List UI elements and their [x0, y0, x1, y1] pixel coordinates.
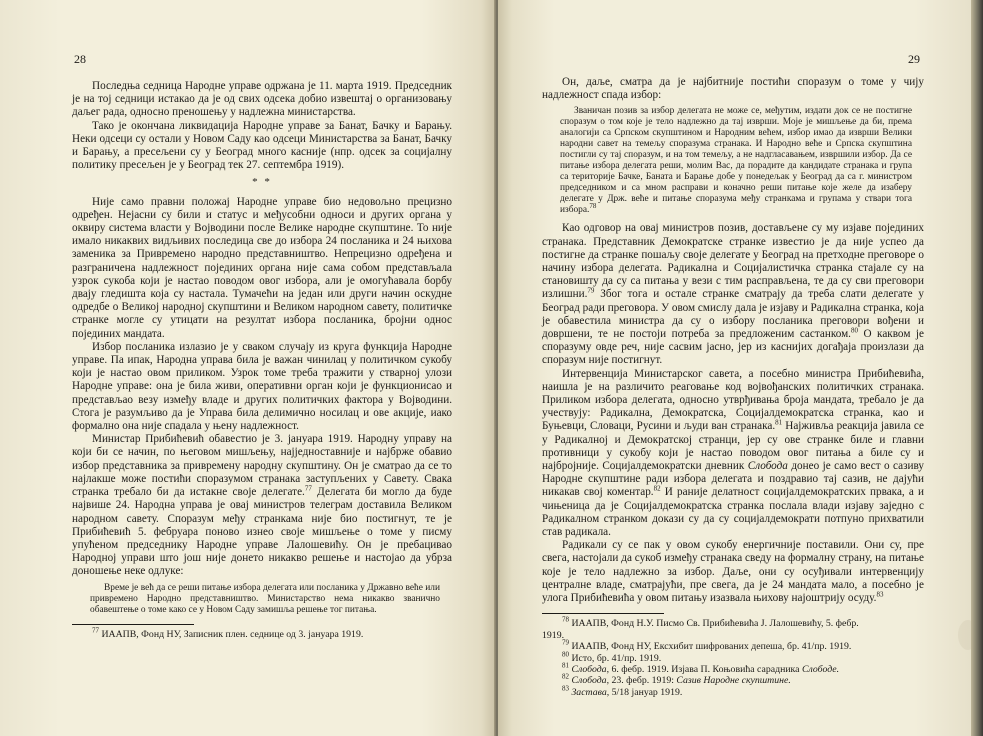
paragraph-text: Као одговор на овај министров позив, достављене су му изјаве појединих странака. Представник Демократске странке известио је да није успео да постигне да странке пошаљу своје делегате у Београд на претходне преговоре о начину избора делегата. Радикална и Социјалистичка странка стајале су на становишту да су са питања у вези с тим расправљена, те да су сви преговори излишни. [542, 222, 924, 301]
footnote-text: ИААПВ, Фонд НУ, Ексхибит шифрованих депеша, бр. 41/пр. 1919. [571, 641, 852, 653]
paragraph-text: Радикали су се пак у овом сукобу енергичније поставили. Они су, пре свега, настојали да сукоб између странака сведу на формалну страну, на питање које је тело надлежно за избор. Даље, они су осуђивали интервенцију централне владе, сматрајући, пре свега, да је 24 мандата мало, а посебно је улога Прибићевића у овом питању изазвала њихову најоштрију осуду. [542, 539, 924, 605]
paragraph-text: Делегата би могло да буде највише 24. Народна управа је овај министров телеграм доставила Великом народном савету. Споразум међу странкама није био постигнут, те је Прибићевић 5. фебруара поново изнео своје мишљење о томе у писму упућеном председнику Народне управе Лалошевићу. Он је пребацивао Народној управи што још није донето никакво решење и настојао да убрза доношење неке одлуке: [72, 486, 453, 578]
paragraph [542, 368, 924, 540]
footnote-marker: 77 [304, 484, 312, 493]
footnote [542, 684, 924, 698]
paragraph [542, 222, 924, 367]
footnote [542, 618, 924, 629]
footnote-rule [542, 613, 664, 614]
article-title: Сазив Народне скупштине. [676, 675, 791, 687]
footnote-number: 83 [562, 684, 569, 693]
page-number: 28 [74, 52, 86, 66]
footnote-marker: 78 [589, 202, 597, 211]
footnote-text: 5/18 јануар 1919. [609, 686, 683, 698]
quote-body: Званичан позив за избор делегата не може се, међутим, издати док се не постигне споразум о том које је тело надлежно да тај изврши. Моје је мишљење да би, према аналогији са Српском скупштином и Народним већем, избор имао да изврши Велики народни савет на темељу споразума странака. И Народно веће и Српска скупштина постигли су тај споразум, и на том темељу, а не надгласавањем, извршили избор. Да се питање избора делегата реши, молим Вас, да порадите да кандидате странака и група са територије Бачке, Баната и Барање добе у понедељак у Београд да са г. министром председником и са мном расправи и коначно реши питање које желе да изаберу делегате у Држ. веће и питање споразума међу странкама и групама у ствари тога избора. [560, 106, 912, 216]
paragraph-text: Интервенција Министарског савета, а посебно министра Прибићевића, наишла је на различито реаговање код војвођанских политичких странака. Приликом избора делегата, односно утврђивања броја мандата, требало је да учествују: Радикална, Демократска, Социјалдемократска странка, као и Буњевци, Словаци, Русини и људи ван странака. [542, 367, 924, 433]
page-number: 29 [908, 52, 920, 66]
footnote-text: 23. фебр. 1919: [609, 675, 677, 687]
page-stain [958, 620, 971, 650]
footnote-text: ИААПВ, Фонд Н.У. Писмо Св. Прибићевића Ј. Лалошевићу, 5. фебр. [571, 618, 859, 630]
footnote [72, 626, 452, 640]
section-separator: * * [252, 176, 272, 189]
paragraph-text: донео је само вест о сазиву Народне скупштине ради избора делегата и поздравио тај сазив, не дајући никакав свој коментар. [542, 460, 925, 499]
footnote-marker: 83 [876, 590, 884, 599]
paragraph [72, 433, 452, 578]
footnotes [72, 626, 452, 640]
book-edge [971, 0, 983, 736]
paragraph: Последња седница Народне управе одржана је 11. марта 1919. Председник је на тој седници истакао да је од свих одсека добио извештај о организовању даљег рада, односно преношењу у надлежна министарства. [72, 80, 452, 119]
footnote-rule [72, 624, 194, 625]
block-quote [560, 106, 912, 216]
right-page [498, 0, 971, 736]
quote-text: Време је већ да се реши питање избора делегата или посланика у Државно веће или привремено Народно представништво. Министарство нема никакво званично обавештење о томе како се у Новом Саду замишља решење тог питања. [90, 582, 440, 615]
footnote-text: 6. фебр. 1919. Изјава П. Коњовића сарадника [609, 663, 802, 675]
footnote-text: Исто, бр. 41/пр. 1919. [571, 652, 662, 664]
newspaper-title: Слободе. [801, 663, 840, 675]
paragraph: Избор посланика излазио је у сваком случају из круга функција Народне управе. Па ипак, Народна управа била је важан чинилац у политичком сукобу који је настао овом приликом. Узрок томе треба тражити у стварној улози Народне управе: она је била живи, оперативни орган који је функционисао и представљао везу између владе и других политичких фактора у Војводини. Стога је разумљиво да је Управа била делимично носилац и ове акције, иако формално она није спадала у њену надлежност. [72, 340, 452, 433]
paragraph [542, 539, 924, 605]
footnote-number: 77 [92, 626, 99, 635]
footnote [542, 675, 924, 686]
footnote-number: 80 [562, 650, 569, 659]
paragraph-text: Министар Прибићевић обавестио је 3. јануара 1919. Народну управу на који би се начин, по његовом мишљењу, најједноставније и најбрже обавио избор представника за привремену народну скупштину. Он је сматрао да се то најлакше може постићи споразумом странака заступљених у Савету. Свака странка требало би да истакне своје делегате. [72, 433, 452, 499]
footnote [542, 638, 924, 653]
paragraph-text: Најживља реакција јавила се у Радикалној и Демократској странци, јер су ове странке биле и главни противници у сукобу који је настао поводом овог питања а биле су и најбројније. Социјалдемократски дневник [542, 420, 924, 473]
newspaper-title: Слобода, [571, 663, 610, 675]
footnote [542, 661, 924, 675]
footnote-continuation: 1919. [542, 629, 565, 641]
footnote-number: 79 [562, 638, 569, 647]
newspaper-title: Застава, [571, 686, 610, 698]
footnote-number: 82 [562, 673, 569, 682]
footnote-marker: 80 [850, 326, 858, 335]
block-quote [90, 583, 440, 616]
footnote-number: 81 [562, 661, 569, 670]
left-text-column [72, 80, 452, 640]
quote-text [560, 106, 912, 216]
footnote-number: 78 [562, 616, 569, 625]
paragraph-text: И раније делатност социјалдемократских првака, а и чињеница да је Социјалдемократска странка послала влади изјаву заједно с Радикалном странком докази су да су социјалдемократи потпуно прихватили став радикала. [542, 486, 925, 539]
right-text-column [542, 76, 924, 698]
newspaper-title: Слобода [747, 460, 788, 473]
paragraph: Тако је окончана ликвидација Народне управе за Банат, Бачку и Барању. Неки одсеци су остали у Новом Саду као одсеци Министарства за Банат, Бачку и Барању, а пресељени су у Београд много касније (нпр. одсек за социјалну политику пресељен је у Београд тек 27. септембра 1919). [72, 119, 452, 172]
footnote-marker: 81 [775, 418, 783, 427]
paragraph-text: Због тога и остале странке сматрају да треба слати делегате у Београд ради преговора. У овом смислу дала је изјаву и Радикална странка, која је обавестила министра да су о избору посланика преговори вођени и довршени, те не постоји потреба за предложеним састанком. [542, 288, 924, 341]
footnote-text: ИААПВ, Фонд НУ, Записник плен. седнице од 3. јануара 1919. [101, 628, 364, 640]
paragraph: Он, даље, сматра да је најбитније постићи споразум о томе у чију надлежност спада избор: [542, 76, 924, 102]
footnote-marker: 79 [587, 286, 595, 295]
footnotes [542, 618, 924, 698]
footnote [542, 650, 924, 664]
paragraph-text: О каквом је споразуму овде реч, није сасвим јасно, јер из каснијих догађаја произлази да споразум није постигнут. [542, 328, 924, 367]
footnote-marker: 82 [653, 484, 661, 493]
paragraph: Није само правни положај Народне управе био недовољно прецизно одређен. Нејасни су били и статус и међусобни односи и других органа у оквиру система власти у Војводини после Велике народне скупштине. То није имало никаквих видљивих последица све до избора 24 посланика и 24 њихова заменика за Привремено народно представништво. Непрецизно одређена и разграничена надлежност појединих органа није сама собом представљала узрок сукоба који је настао поводом овог избора, али је омогућавала борбу двају гледишта која су настала. Тумачећи на један или други начин оскудне одредбе о Великој народној скупштини и Великом народном савету, политичке странке могле су утицати на резултат избора посланика, бројни однос појединих мандата. [72, 195, 452, 340]
newspaper-title: Слобода, [571, 675, 610, 687]
